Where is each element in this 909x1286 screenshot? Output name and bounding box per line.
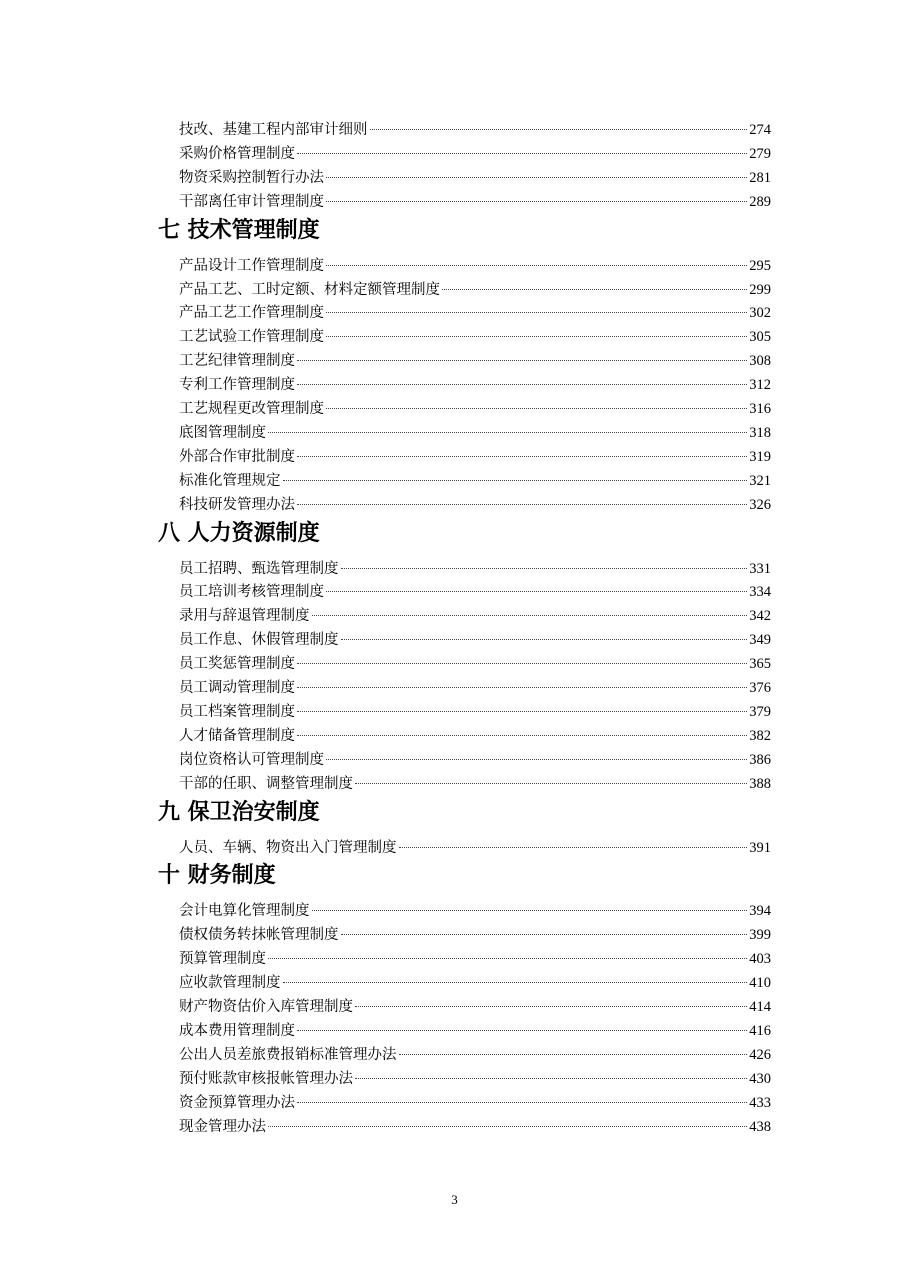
dot-leader — [268, 1126, 747, 1127]
toc-entry-title: 现金管理办法 — [179, 1118, 266, 1135]
toc-entry-page: 399 — [749, 927, 771, 944]
toc-entry[interactable] — [179, 494, 771, 516]
toc-entry-title: 员工作息、休假管理制度 — [179, 632, 339, 649]
dot-leader — [341, 639, 748, 640]
toc-entry-page: 299 — [749, 281, 771, 298]
toc-entry-page: 386 — [749, 751, 771, 768]
dot-leader — [297, 1030, 747, 1031]
toc-entry-page: 334 — [749, 584, 771, 601]
toc-entry-page: 305 — [749, 329, 771, 346]
toc-entry-title: 产品工艺、工时定额、材料定额管理制度 — [179, 281, 440, 298]
toc-entry-title: 干部离任审计管理制度 — [179, 193, 324, 210]
toc-entry-page: 414 — [749, 999, 771, 1015]
toc-entry-title: 员工档案管理制度 — [179, 703, 295, 720]
toc-entry-title: 会计电算化管理制度 — [179, 903, 310, 920]
toc-entry-title: 录用与辞退管理制度 — [179, 608, 310, 625]
toc-entry-page: 281 — [749, 169, 771, 186]
toc-entry[interactable] — [179, 1116, 771, 1138]
toc-entry-title: 资金预算管理办法 — [179, 1094, 295, 1111]
toc-entry[interactable] — [179, 255, 771, 277]
toc-entry-page: 321 — [749, 472, 771, 489]
toc-entry[interactable] — [179, 701, 771, 723]
toc-entry-title: 预付账款审核报帐管理办法 — [179, 1070, 353, 1087]
dot-leader — [297, 384, 747, 385]
toc-entry[interactable] — [179, 900, 771, 922]
toc-entry[interactable] — [179, 279, 771, 301]
dot-leader — [355, 1006, 747, 1007]
dot-leader — [370, 129, 748, 130]
toc-entry-title: 人员、车辆、物资出入门管理制度 — [179, 839, 397, 856]
toc-entry[interactable] — [179, 119, 771, 141]
dot-leader — [326, 759, 747, 760]
toc-entry-title: 财产物资估价入库管理制度 — [179, 999, 353, 1015]
toc-entry[interactable] — [179, 972, 771, 994]
dot-leader — [297, 456, 747, 457]
toc-entry-page: 430 — [749, 1070, 771, 1087]
dot-leader — [326, 591, 747, 592]
dot-leader — [341, 934, 748, 935]
toc-entry-page: 391 — [749, 839, 771, 856]
toc-entry[interactable] — [179, 446, 771, 468]
toc-entry[interactable] — [179, 470, 771, 492]
toc-entry-title: 员工招聘、甄选管理制度 — [179, 560, 339, 577]
section-heading: 八 人力资源制度 — [158, 520, 320, 546]
toc-entry-page: 410 — [749, 975, 771, 992]
toc-entry-title: 采购价格管理制度 — [179, 145, 295, 162]
toc-entry-title: 员工调动管理制度 — [179, 680, 295, 696]
toc-entry-page: 394 — [749, 903, 771, 920]
dot-leader — [297, 711, 747, 712]
dot-leader — [297, 687, 747, 688]
toc-entry[interactable] — [179, 837, 771, 859]
toc-entry-page: 426 — [749, 1046, 771, 1063]
section-heading: 九 保卫治安制度 — [158, 799, 320, 825]
toc-entry[interactable] — [179, 326, 771, 348]
toc-entry-title: 物资采购控制暂行办法 — [179, 169, 324, 186]
toc-entry-page: 331 — [749, 560, 771, 577]
toc-entry-title: 工艺纪律管理制度 — [179, 353, 295, 370]
toc-entry-title: 应收款管理制度 — [179, 975, 281, 992]
page-number: 3 — [451, 1192, 458, 1207]
toc-entry[interactable] — [179, 1068, 771, 1090]
dot-leader — [326, 201, 747, 202]
toc-entry[interactable] — [179, 350, 771, 372]
toc-entry-page: 326 — [749, 496, 771, 513]
toc-entry-page: 342 — [749, 608, 771, 625]
toc-entry[interactable] — [179, 302, 771, 324]
toc-entry-title: 公出人员差旅费报销标准管理办法 — [179, 1046, 397, 1063]
dot-leader — [312, 910, 748, 911]
toc-entry-title: 预算管理制度 — [179, 951, 266, 968]
toc-entry-page: 438 — [749, 1118, 771, 1135]
dot-leader — [326, 312, 747, 313]
toc-entry-title: 干部的任职、调整管理制度 — [179, 775, 353, 792]
toc-entry-title: 成本费用管理制度 — [179, 1022, 295, 1039]
toc-entry[interactable] — [179, 653, 771, 675]
section-heading: 七 技术管理制度 — [158, 217, 320, 243]
dot-leader — [326, 336, 747, 337]
dot-leader — [326, 177, 747, 178]
toc-entry[interactable] — [179, 374, 771, 396]
toc-entry-page: 289 — [749, 193, 771, 210]
toc-entry[interactable] — [179, 143, 771, 165]
dot-leader — [442, 289, 747, 290]
toc-entry[interactable] — [179, 398, 771, 420]
dot-leader — [326, 265, 747, 266]
toc-entry-page: 316 — [749, 401, 771, 417]
toc-entry[interactable] — [179, 725, 771, 747]
toc-entry-title: 底图管理制度 — [179, 424, 266, 441]
toc-entry-title: 员工奖惩管理制度 — [179, 656, 295, 673]
toc-entry-page: 312 — [749, 377, 771, 394]
toc-entry-page: 388 — [749, 775, 771, 792]
toc-entry-page: 318 — [749, 424, 771, 441]
toc-entry-page: 349 — [749, 632, 771, 649]
toc-entry-page: 433 — [749, 1094, 771, 1111]
toc-entry[interactable] — [179, 605, 771, 627]
toc-entry[interactable] — [179, 773, 771, 795]
toc-entry-page: 319 — [749, 448, 771, 465]
dot-leader — [341, 568, 748, 569]
dot-leader — [355, 1078, 747, 1079]
dot-leader — [297, 504, 747, 505]
dot-leader — [297, 663, 747, 664]
toc-entry-title: 工艺规程更改管理制度 — [179, 401, 324, 417]
dot-leader — [297, 735, 747, 736]
toc-entry-page: 382 — [749, 727, 771, 744]
toc-entry-page: 279 — [749, 145, 771, 162]
toc-entry-title: 技改、基建工程内部审计细则 — [179, 122, 368, 138]
toc-entry-page: 365 — [749, 656, 771, 673]
toc-entry[interactable] — [179, 924, 771, 946]
toc-entry-page: 295 — [749, 257, 771, 274]
toc-entry[interactable] — [179, 629, 771, 651]
dot-leader — [399, 1054, 748, 1055]
dot-leader — [268, 958, 747, 959]
dot-leader — [326, 408, 747, 409]
toc-entry-title: 工艺试验工作管理制度 — [179, 329, 324, 346]
toc-entry-title: 人才储备管理制度 — [179, 727, 295, 744]
toc-entry[interactable] — [179, 167, 771, 189]
toc-entry-page: 308 — [749, 353, 771, 370]
toc-entry-title: 科技研发管理办法 — [179, 496, 295, 513]
toc-entry-title: 产品工艺工作管理制度 — [179, 305, 324, 322]
section-heading: 十 财务制度 — [158, 863, 276, 889]
toc-entry-title: 产品设计工作管理制度 — [179, 257, 324, 274]
toc-entry-page: 403 — [749, 951, 771, 968]
toc-entry-title: 岗位资格认可管理制度 — [179, 751, 324, 768]
toc-entry-title: 标准化管理规定 — [179, 472, 281, 489]
toc-entry[interactable] — [179, 191, 771, 213]
toc-entry[interactable] — [179, 581, 771, 603]
toc-entry-title: 债权债务转抹帐管理制度 — [179, 927, 339, 944]
toc-entry-page: 376 — [749, 680, 771, 696]
toc-entry-page: 274 — [749, 122, 771, 138]
toc-entry[interactable] — [179, 558, 771, 580]
toc-entry-page: 379 — [749, 703, 771, 720]
toc-entry[interactable] — [179, 1092, 771, 1114]
toc-entry[interactable] — [179, 422, 771, 444]
toc-entry[interactable] — [179, 1020, 771, 1042]
toc-entry[interactable] — [179, 677, 771, 699]
dot-leader — [312, 615, 748, 616]
toc-entry-title: 员工培训考核管理制度 — [179, 584, 324, 601]
dot-leader — [399, 847, 748, 848]
toc-entry-page: 416 — [749, 1022, 771, 1039]
toc-entry[interactable] — [179, 948, 771, 970]
dot-leader — [355, 783, 747, 784]
toc-entry[interactable] — [179, 996, 771, 1018]
toc-entry-title: 专利工作管理制度 — [179, 377, 295, 394]
toc-entry-page: 302 — [749, 305, 771, 322]
dot-leader — [297, 153, 747, 154]
toc-entry[interactable] — [179, 1044, 771, 1066]
toc-entry-title: 外部合作审批制度 — [179, 448, 295, 465]
dot-leader — [283, 480, 748, 481]
toc-entry[interactable] — [179, 749, 771, 771]
dot-leader — [283, 982, 748, 983]
dot-leader — [297, 360, 747, 361]
dot-leader — [297, 1102, 747, 1103]
dot-leader — [268, 432, 747, 433]
